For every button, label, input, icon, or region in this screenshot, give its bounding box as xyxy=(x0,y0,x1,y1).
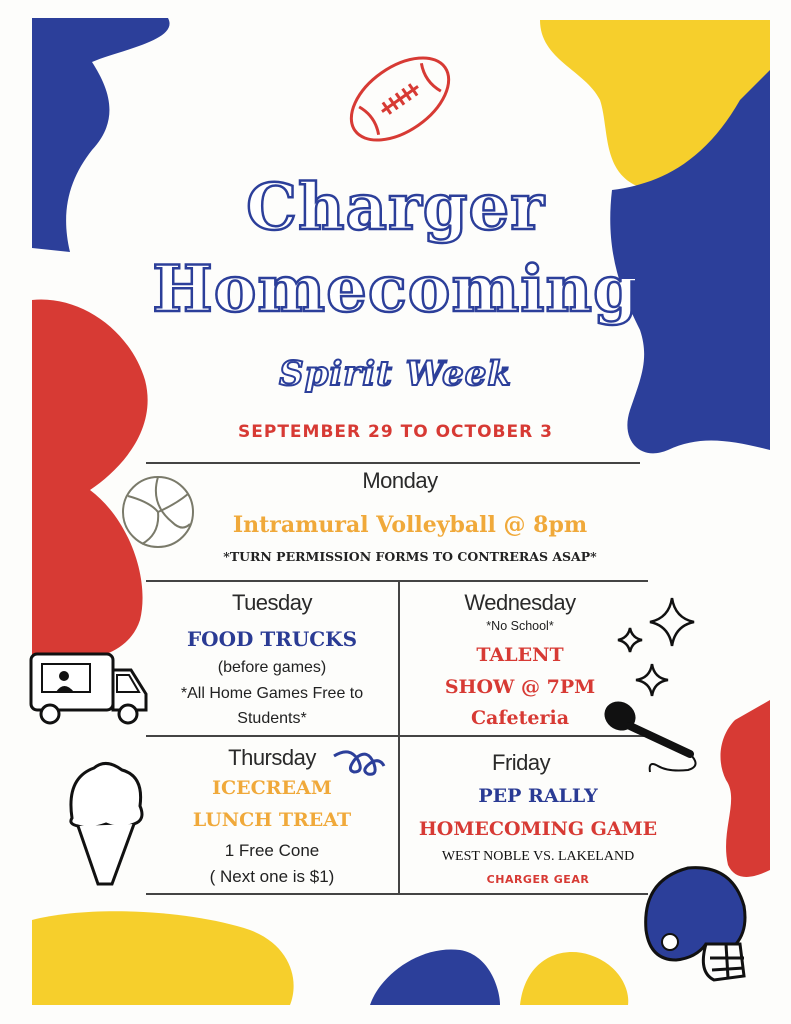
divider xyxy=(146,735,648,737)
divider xyxy=(146,462,640,464)
friday-event-2: HOMECOMING GAME xyxy=(418,818,658,840)
sparkles-icon xyxy=(612,592,712,712)
thursday-event-line-1: ICECREAM xyxy=(212,777,332,799)
wednesday-note: *No School* xyxy=(486,619,554,633)
monday-label: Monday xyxy=(362,468,438,493)
friday-matchup: WEST NOBLE VS. LAKELAND xyxy=(441,849,635,864)
tuesday-line-1: (before games) xyxy=(217,659,327,676)
football-icon xyxy=(340,42,460,157)
food-truck-icon xyxy=(28,650,150,730)
thursday-line-1: 1 Free Cone xyxy=(224,841,320,860)
monday-note: *TURN PERMISSION FORMS TO CONTRERAS ASAP* xyxy=(223,549,597,564)
date-range: SEPTEMBER 29 TO OCTOBER 3 xyxy=(238,422,553,442)
tuesday-label: Tuesday xyxy=(231,590,313,615)
wednesday-location: Cafeteria xyxy=(470,707,570,729)
yellow-blob-bottom-left xyxy=(32,911,294,1005)
thursday-event-line-2: LUNCH TREAT xyxy=(192,809,352,831)
red-blob-right xyxy=(720,700,770,877)
divider xyxy=(146,893,648,895)
tuesday-event: FOOD TRUCKS xyxy=(186,627,358,651)
tuesday-line-2: *All Home Games Free to xyxy=(180,685,364,702)
yellow-blob-bottom xyxy=(520,952,628,1005)
blue-blob-bottom xyxy=(370,949,500,1005)
ice-cream-icon xyxy=(64,758,148,890)
divider xyxy=(398,580,400,893)
wednesday-event-line-1: TALENT xyxy=(476,644,564,666)
friday-gear: CHARGER GEAR xyxy=(486,873,590,886)
thursday-line-2: ( Next one is $1) xyxy=(209,867,335,886)
squiggle-icon xyxy=(330,742,386,782)
title-line-2: Homecoming xyxy=(152,252,639,327)
friday-event-1: PEP RALLY xyxy=(478,785,598,807)
wednesday-label: Wednesday xyxy=(464,590,576,615)
title-line-1: Charger xyxy=(246,170,545,245)
tuesday-line-3: Students* xyxy=(237,710,307,727)
divider xyxy=(146,580,648,582)
microphone-icon xyxy=(598,696,710,780)
thursday-label: Thursday xyxy=(228,745,316,770)
monday-event: Intramural Volleyball @ 8pm xyxy=(232,512,588,538)
friday-label: Friday xyxy=(492,750,551,775)
subtitle: Spirit Week xyxy=(279,354,512,394)
football-helmet-icon xyxy=(636,860,754,990)
wednesday-event-line-2: SHOW @ 7PM xyxy=(444,676,596,698)
